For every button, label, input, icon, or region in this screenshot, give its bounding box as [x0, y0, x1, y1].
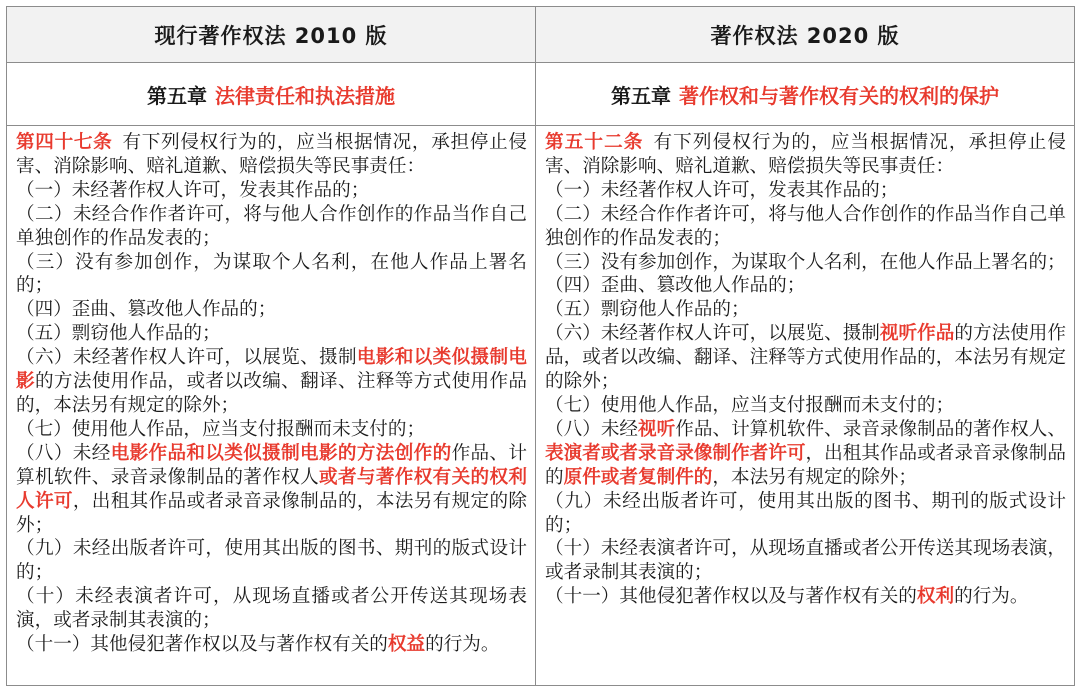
left-chapter-heading: [7, 63, 536, 126]
highlighted-change: 视听作品: [879, 323, 955, 345]
right-article-number: 第五十二条: [545, 132, 644, 153]
article-item: [16, 179, 527, 203]
article-item: [545, 203, 1066, 251]
right-article-intro-text: 有下列侵权行为的，应当根据情况，承担停止侵害、消除影响、赔礼道歉、赔偿损失等民事责任：: [545, 132, 1066, 177]
left-article-items: [16, 179, 527, 657]
article-item: [16, 585, 527, 633]
article-item: [16, 322, 527, 346]
highlighted-change: 视听: [638, 418, 676, 440]
highlighted-change: 电影作品和以类似摄制电影的方法创作的: [110, 442, 452, 464]
left-article-intro-text: 有下列侵权行为的，应当根据情况，承担停止侵害、消除影响、赔礼道歉、赔偿损失等民事责任：: [16, 132, 527, 177]
item-text: （七）使用他人作品，应当支付报酬而未支付的；: [545, 394, 955, 416]
article-item: [16, 633, 527, 657]
item-text: ，出租其作品或者录音录像制品的: [545, 442, 1066, 488]
article-item: [16, 298, 527, 322]
right-chapter-heading: [536, 63, 1075, 126]
left-chapter-name: 法律责任和执法措施: [215, 83, 395, 108]
item-text: （四）歪曲、篡改他人作品的；: [545, 275, 806, 297]
right-article-intro: [545, 131, 1066, 179]
article-item: [16, 251, 527, 299]
item-text: （五）剽窃他人作品的；: [16, 323, 221, 345]
highlighted-change: 或者与著作权有关的权利人许可: [16, 466, 527, 512]
item-text: （九）未经出版者许可，使用其出版的图书、期刊的版式设计的；: [16, 538, 527, 584]
article-item: [545, 274, 1066, 298]
item-text: 的行为。: [425, 634, 500, 656]
item-text: （一）未经著作权人许可，发表其作品的；: [16, 179, 370, 201]
item-text: （三）没有参加创作，为谋取个人名利，在他人作品上署名的；: [545, 251, 1066, 273]
item-text: 的行为。: [954, 586, 1029, 608]
right-chapter-number: 第五章: [611, 83, 671, 108]
item-text: （二）未经合作作者许可，将与他人合作创作的作品当作自己单独创作的作品发表的；: [545, 203, 1066, 249]
item-text: （二）未经合作作者许可，将与他人合作创作的作品当作自己单独创作的作品发表的；: [16, 203, 527, 249]
item-text: （六）未经著作权人许可，以展览、摄制: [16, 347, 357, 369]
article-item: [545, 298, 1066, 322]
item-text: 的方法使用作品，或者以改编、翻译、注释等方式使用作品的，本法另有规定的除外；: [16, 371, 527, 416]
article-item: [545, 179, 1066, 203]
item-text: 的方法使用作品，或者以改编、翻译、注释等方式使用作品的，本法另有规定的除外；: [545, 323, 1066, 393]
item-text: （六）未经著作权人许可，以展览、摄制: [545, 323, 880, 345]
item-text: （十）未经表演者许可，从现场直播或者公开传送其现场表演，或者录制其表演的；: [545, 538, 1066, 584]
left-article: [16, 131, 527, 657]
header-row: [7, 7, 1075, 63]
item-text: （一）未经著作权人许可，发表其作品的；: [545, 179, 899, 201]
right-article-cell: [536, 126, 1075, 686]
highlighted-change: 表演者或者录音录像制作者许可: [545, 442, 806, 464]
article-item: [545, 585, 1066, 609]
highlighted-change: 权利: [916, 586, 955, 608]
item-text: ，本法另有规定的除外；: [712, 466, 917, 488]
item-text: （十）未经表演者许可，从现场直播或者公开传送其现场表演，或者录制其表演的；: [16, 586, 527, 632]
article-item: [545, 537, 1066, 585]
left-chapter-number: 第五章: [147, 83, 207, 108]
right-chapter-name: 著作权和与著作权有关的权利的保护: [679, 83, 999, 108]
left-article-intro: [16, 131, 527, 179]
left-version-title: 现行著作权法 2010 版: [7, 7, 536, 63]
right-article-items: [545, 179, 1066, 609]
item-text: 作品、计算机软件、录音录像制品的著作权人、: [675, 418, 1066, 440]
right-version-title: 著作权法 2020 版: [536, 7, 1075, 63]
item-text: （九）未经出版者许可，使用其出版的图书、期刊的版式设计的；: [545, 490, 1066, 536]
article-item: [16, 346, 527, 418]
article-item: [16, 442, 527, 538]
highlighted-change: 权益: [387, 634, 426, 656]
highlighted-change: 原件或者复制件的: [563, 466, 713, 488]
item-text: 作品、计算机软件、录音录像制品的著作权人: [16, 442, 527, 488]
item-text: （十一）其他侵犯著作权以及与著作权有关的: [16, 634, 388, 656]
left-article-cell: [7, 126, 536, 686]
highlighted-change: 电影和以类似摄制电影: [16, 347, 527, 393]
article-row: [7, 126, 1075, 686]
article-item: [545, 251, 1066, 275]
item-text: ，出租其作品或者录音录像制品的，本法另有规定的除外；: [16, 490, 527, 536]
left-article-number: 第四十七条: [16, 132, 113, 153]
article-item: [545, 418, 1066, 490]
article-item: [545, 322, 1066, 394]
article-item: [16, 418, 527, 442]
item-text: （五）剽窃他人作品的；: [545, 299, 750, 321]
item-text: （八）未经: [545, 418, 639, 440]
item-text: （四）歪曲、篡改他人作品的；: [16, 299, 277, 321]
article-item: [545, 490, 1066, 538]
item-text: （十一）其他侵犯著作权以及与著作权有关的: [545, 586, 917, 608]
item-text: （三）没有参加创作，为谋取个人名利，在他人作品上署名的；: [16, 251, 527, 297]
chapter-row: [7, 63, 1075, 126]
item-text: （八）未经: [16, 442, 111, 464]
article-item: [16, 203, 527, 251]
comparison-table: [6, 6, 1075, 686]
article-item: [16, 537, 527, 585]
item-text: （七）使用他人作品，应当支付报酬而未支付的；: [16, 418, 426, 440]
article-item: [545, 394, 1066, 418]
right-article: [545, 131, 1066, 609]
